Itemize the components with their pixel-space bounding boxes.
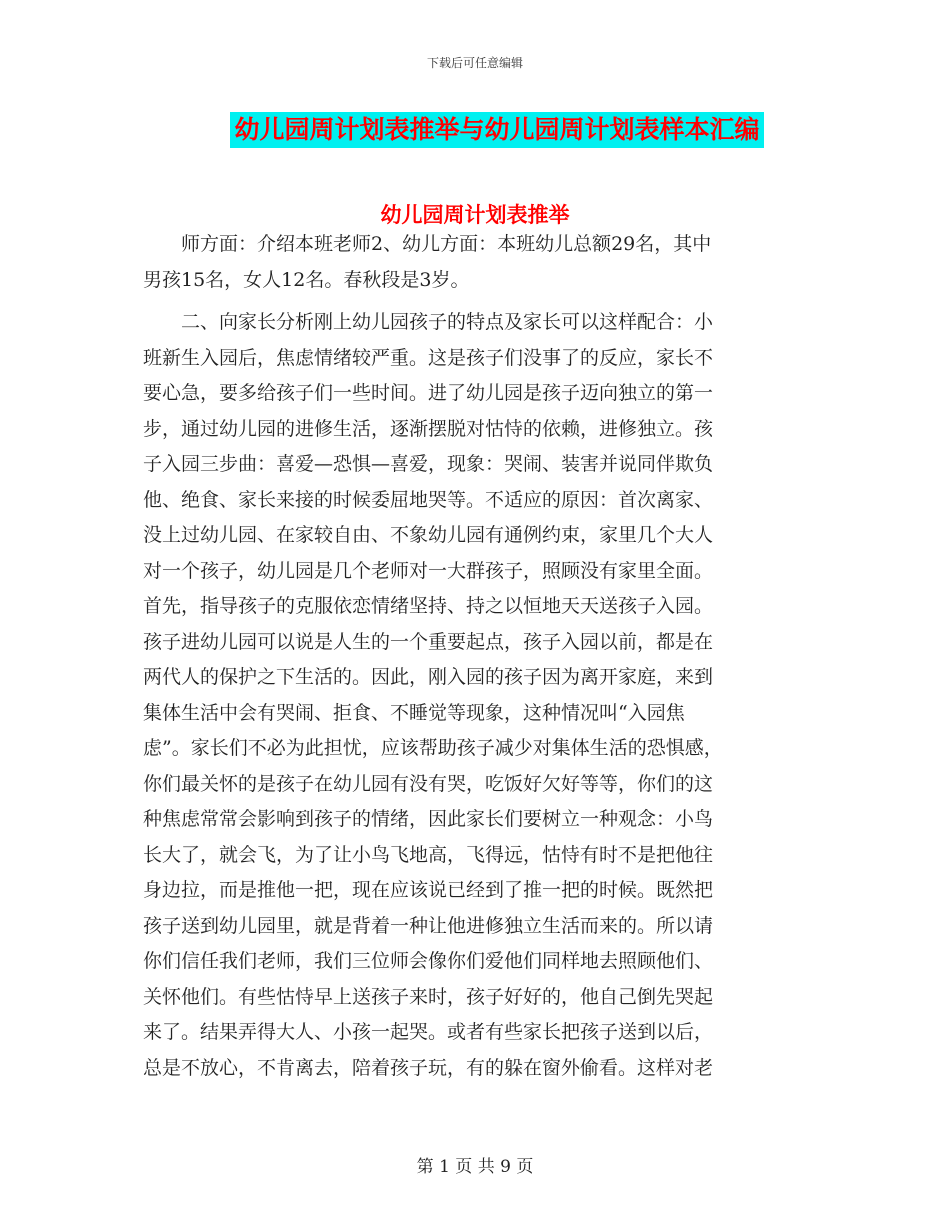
text-line: 来了。结果弄得大人、小孩一起哭。或者有些家长把孩子送到以后， [143, 1021, 714, 1043]
text-line: 集体生活中会有哭闹、拒食、不睡觉等现象，这种情况叫“入园焦 [143, 701, 685, 724]
text-line: 班新生入园后，焦虑情绪较严重。这是孩子们没事了的反应，家长不 [143, 346, 714, 369]
text-line: 孩子进幼儿园可以说是人生的一个重要起点，孩子入园以前，都是在 [143, 630, 714, 653]
text-line: 虑”。家长们不必为此担忧，应该帮助孩子减少对集体生活的恐惧感， [143, 737, 723, 759]
text-line: 首先，指导孩子的克服依恋情绪坚持、持之以恒地天天送孩子入园。 [143, 595, 714, 617]
page-footer: 第 1 页 共 9 页 [416, 1157, 534, 1177]
text-line: 他、绝食、家长来接的时候委屈地哭等。不适应的原因：首次离家、 [143, 488, 714, 511]
text-line: 师方面：介绍本班老师2、幼儿方面：本班幼儿总额29名，其中 [143, 233, 712, 255]
text-line: 对一个孩子，幼儿园是几个老师对一大群孩子，照顾没有家里全面。 [143, 559, 714, 582]
paragraph-spacer [143, 298, 803, 305]
document-body [143, 227, 803, 1086]
text-line: 长大了，就会飞，为了让小鸟飞地高，飞得远，怙恃有时不是把他往 [143, 843, 714, 866]
text-line: 种焦虑常常会影响到孩子的情绪，因此家长们要树立一种观念：小鸟 [143, 808, 714, 830]
text-line: 总是不放心，不肯离去，陪着孩子玩，有的躲在窗外偷看。这样对老 [143, 1056, 714, 1079]
text-line: 关怀他们。有些怙恃早上送孩子来时，孩子好好的，他自己倒先哭起 [143, 985, 714, 1008]
text-line: 身边拉，而是推他一把，现在应该说已经到了推一把的时候。既然把 [143, 879, 714, 901]
main-title: 幼儿园周计划表推举与幼儿园周计划表样本汇编 [230, 112, 763, 148]
text-line: 没上过幼儿园、在家较自由、不象幼儿园有通例约束，家里几个大人 [143, 524, 714, 546]
text-line: 子入园三步曲：喜爱—恐惧—喜爱，现象：哭闹、装害并说同伴欺负 [143, 453, 714, 475]
text-line: 男孩15名，女人12名。春秋段是3岁。 [143, 268, 470, 291]
header-note: 下载后可任意编辑 [426, 56, 523, 70]
paragraph [143, 305, 803, 1086]
text-line: 你们最关怀的是孩子在幼儿园有没有哭，吃饭好欠好等等，你们的这 [143, 772, 714, 795]
text-line: 你们信任我们老师，我们三位师会像你们爱他们同样地去照顾他们、 [143, 950, 714, 972]
text-line: 步，通过幼儿园的进修生活，逐渐摆脱对怙恃的依赖，进修独立。孩 [143, 417, 714, 440]
text-line: 两代人的保护之下生活的。因此，刚入园的孩子因为离开家庭，来到 [143, 666, 714, 688]
text-line: 孩子送到幼儿园里，就是背着一种让他进修独立生活而来的。所以请 [143, 914, 714, 937]
text-line: 二、向家长分析刚上幼儿园孩子的特点及家长可以这样配合：小 [143, 311, 714, 333]
main-title-container [0, 112, 950, 148]
paragraph [143, 227, 803, 298]
text-line: 要心急，要多给孩子们一些时间。进了幼儿园是孩子迈向独立的第一 [143, 382, 714, 404]
section-title: 幼儿园周计划表推举 [380, 202, 570, 227]
